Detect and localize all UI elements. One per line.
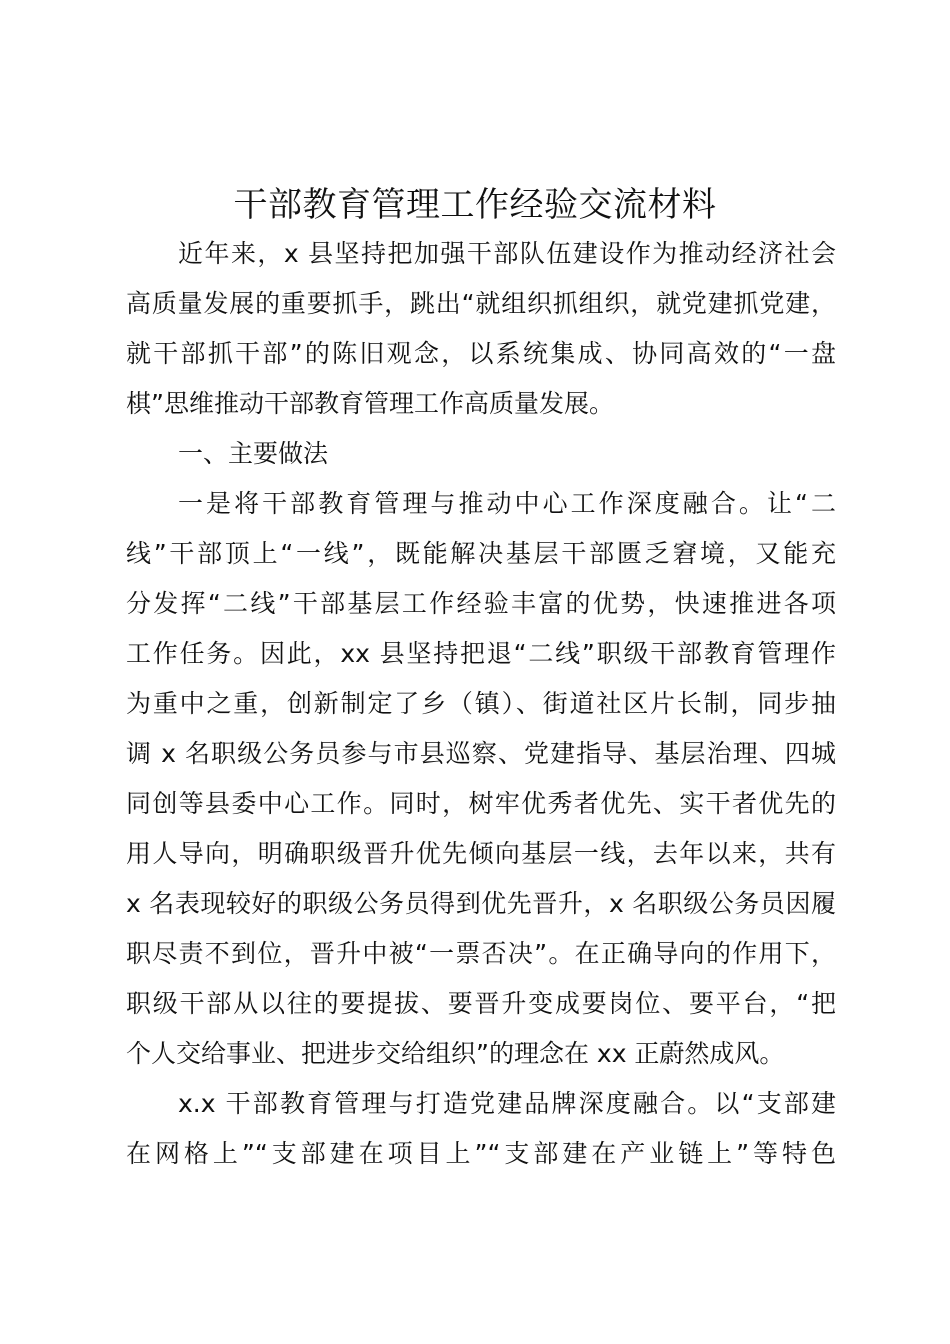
text-line: 高质量发展的重要抓手，跳出“就组织抓组织，就党建抓党建， [126, 289, 836, 318]
text-line: x 名表现较好的职级公务员得到优先晋升，x 名职级公务员因履 [126, 889, 836, 918]
text-line: 近年来，x 县坚持把加强干部队伍建设作为推动经济社会 [178, 239, 836, 268]
text-line: 为重中之重，创新制定了乡（镇）、街道社区片长制，同步抽 [126, 689, 836, 718]
text-line: 线”干部顶上“一线”，既能解决基层干部匮乏窘境，又能充 [126, 539, 836, 568]
text-line: 在网格上”“支部建在项目上”“支部建在产业链上”等特色 [126, 1139, 836, 1168]
text-line: 用人导向，明确职级晋升优先倾向基层一线，去年以来，共有 [126, 839, 836, 868]
text-line: 就干部抓干部”的陈旧观念，以系统集成、协同高效的“一盘 [126, 339, 836, 368]
text-line: 职级干部从以往的要提拔、要晋升变成要岗位、要平台，“把 [126, 989, 836, 1018]
document-body [126, 229, 836, 1179]
text-line: 个人交给事业、把进步交给组织”的理念在 xx 正蔚然成风。 [126, 1039, 785, 1068]
text-line: x.x 干部教育管理与打造党建品牌深度融合。以“支部建 [178, 1089, 836, 1118]
section-heading [126, 429, 836, 479]
heading-line: 一、主要做法 [178, 439, 329, 468]
text-line: 同创等县委中心工作。同时，树牢优秀者优先、实干者优先的 [126, 789, 836, 818]
text-line: 调 x 名职级公务员参与市县巡察、党建指导、基层治理、四城 [126, 739, 836, 768]
text-line: 棋”思维推动干部教育管理工作高质量发展。 [126, 389, 614, 418]
text-line: 一是将干部教育管理与推动中心工作深度融合。让“二 [178, 489, 836, 518]
body-paragraph [126, 1079, 836, 1179]
text-line: 工作任务。因此，xx 县坚持把退“二线”职级干部教育管理作 [126, 639, 836, 668]
document-title: 干部教育管理工作经验交流材料 [233, 185, 717, 225]
body-paragraph [126, 479, 836, 1079]
text-line: 职尽责不到位，晋升中被“一票否决”。在正确导向的作用下， [126, 939, 836, 968]
intro-paragraph [126, 229, 836, 429]
text-line: 分发挥“二线”干部基层工作经验丰富的优势，快速推进各项 [126, 589, 836, 618]
